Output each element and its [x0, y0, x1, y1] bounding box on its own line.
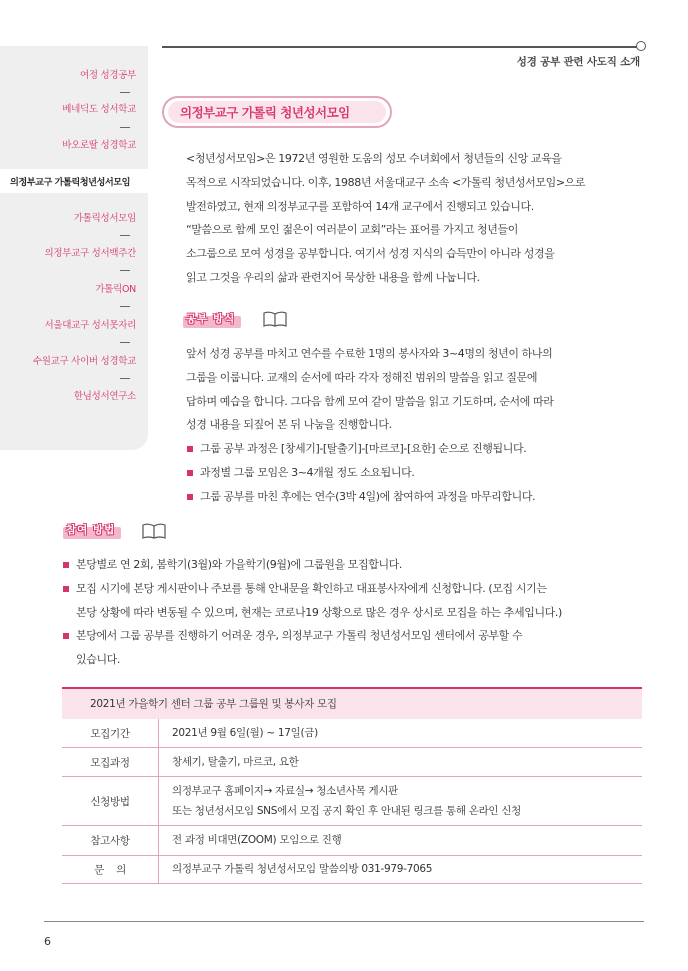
- list-item: [62, 553, 618, 577]
- study-line: 앞서 성경 공부를 마치고 연수를 수료한 1명의 봉사자와 3~4명의 청년이 하나의: [186, 347, 553, 360]
- list-item: [62, 624, 618, 672]
- join-bullet-list: [62, 553, 618, 672]
- intro-line: <청년성서모임>은 1972년 영원한 도움의 성모 수녀회에서 청년들의 신앙 교육을: [186, 152, 562, 165]
- book-icon: [262, 310, 288, 328]
- table-row: [62, 856, 642, 884]
- header-circle-icon: [636, 41, 646, 51]
- join-heading: 참여 방법: [66, 524, 116, 536]
- list-item-text: 본당에서 그룹 공부를 진행하기 어려운 경우, 의정부교구 가톨릭 청년성서모임 센터에서 공부할 수: [76, 629, 523, 643]
- intro-line: 발전하였고, 현재 의정부교구를 포함하여 14개 교구에서 진행되고 있습니다.: [186, 199, 534, 213]
- sidebar-divider: [120, 342, 130, 343]
- study-heading: 공부 방식: [186, 313, 236, 325]
- page-number: 6: [44, 935, 51, 948]
- table-row-label: 모집과정: [90, 757, 130, 769]
- table-divider: [158, 719, 159, 748]
- table-row-value: 창세기, 탈출기, 마르코, 요한: [172, 756, 299, 768]
- sidebar-item-5[interactable]: 가톨릭성서모임: [73, 213, 136, 224]
- sidebar-divider: [120, 235, 130, 236]
- intro-line: 목적으로 시작되었습니다. 이후, 1988년 서울대교구 소속 <가톨릭 청년성서모임>으로: [186, 175, 586, 189]
- table-row-label: 모집기간: [90, 728, 130, 740]
- header-title: 성경 공부 관련 사도직 소개: [516, 56, 640, 68]
- book-icon: [141, 522, 167, 540]
- study-line: 성경 내용을 되짚어 본 뒤 나눔을 진행합니다.: [186, 418, 392, 432]
- sidebar-item-active[interactable]: 의정부교구 가톨릭청년성서모임: [0, 169, 148, 193]
- study-line: 그룹을 이룹니다. 교재의 순서에 따라 각자 정해진 범위의 말씀을 읽고 질문에: [186, 370, 538, 384]
- table-divider: [158, 856, 159, 884]
- table-title: 2021년 가을학기 센터 그룹 공부 그룹원 및 봉사자 모집: [90, 698, 337, 710]
- list-item-text: 본당별로 연 2회, 봄학기(3월)와 가을학기(9월)에 그룹원을 모집합니다.: [76, 558, 403, 571]
- table-row: [62, 719, 642, 748]
- list-item: [62, 577, 618, 625]
- study-bullet-list: [186, 437, 616, 508]
- intro-paragraph: [186, 147, 616, 290]
- header-rule: [162, 46, 638, 48]
- table-row-value: 2021년 9월 6일(월) ~ 17일(금): [172, 727, 318, 739]
- list-item-text: 있습니다.: [76, 653, 121, 667]
- sidebar-item-6[interactable]: 의정부교구 성서백주간: [44, 248, 136, 259]
- table-row-value: [172, 781, 521, 821]
- list-item: 과정별 그룹 모임은 3~4개월 정도 소요됩니다.: [186, 461, 616, 485]
- sidebar-item-1[interactable]: 여정 성경공부: [80, 70, 136, 81]
- table-row: [62, 826, 642, 856]
- table-divider: [158, 748, 159, 777]
- list-item: 그룹 공부 과정은 [창세기]-[탈출기]-[마르코]-[요한] 순으로 진행됩니다.: [186, 437, 616, 461]
- sidebar-nav: [0, 46, 148, 450]
- list-item-text: 모집 시기에 본당 게시판이나 주보를 통해 안내문을 확인하고 대표봉사자에게 신청합니다. (모집 시기는: [76, 581, 547, 595]
- study-paragraph: [186, 342, 616, 437]
- sidebar-divider: [120, 378, 130, 379]
- sidebar-item-7[interactable]: 가톨릭ON: [95, 284, 136, 295]
- sidebar-divider: [120, 306, 130, 307]
- sidebar-divider: [120, 127, 130, 128]
- table-row-value: 전 과정 비대면(ZOOM) 모임으로 진행: [172, 834, 342, 846]
- sidebar-divider: [120, 270, 130, 271]
- table-row: [62, 777, 642, 826]
- sidebar-item-10[interactable]: 한님성서연구소: [73, 391, 136, 402]
- sidebar-item-2[interactable]: 베네딕도 성서학교: [62, 104, 136, 115]
- footer-rule: [44, 921, 644, 922]
- section-title: 의정부교구 가톨릭 청년성서모임: [180, 105, 350, 120]
- intro-line: “말씀으로 함께 모인 젊은이 여러분이 교회”라는 표어를 가지고 청년들이: [186, 223, 518, 237]
- table-row-label: 참고사항: [90, 835, 130, 847]
- intro-line: 소그룹으로 모여 성경을 공부합니다. 여기서 성경 지식의 습득만이 아니라 성경을: [186, 247, 555, 261]
- intro-line: 읽고 그것을 우리의 삶과 관련지어 묵상한 내용을 함께 나눕니다.: [186, 270, 480, 284]
- sidebar-item-3[interactable]: 바오로딸 성경학교: [62, 140, 136, 151]
- table-divider: [158, 777, 159, 826]
- table-row-label: 문 의: [94, 864, 126, 876]
- table-row-value: 의정부교구 가톨릭 청년성서모임 말씀의방 031-979-7065: [172, 863, 433, 875]
- table-row-value-line[interactable]: 의정부교구 홈페이지→ 자료실→ 청소년사목 게시판: [172, 785, 399, 797]
- sidebar-divider: [120, 92, 130, 93]
- study-line: 답하며 예습을 합니다. 그다음 함께 모여 같이 말씀을 읽고 기도하며, 순서에 따라: [186, 394, 554, 408]
- sidebar-item-9[interactable]: 수원교구 사이버 성경학교: [32, 356, 136, 367]
- table-row-value-line: 또는 청년성서모임 SNS에서 모집 공지 확인 후 안내된 링크를 통해 온라인 신청: [172, 805, 521, 817]
- list-item-text: 본당 상황에 따라 변동될 수 있으며, 현재는 코로나19 상황으로 많은 경우 상시로 모집을 하는 추세입니다.): [76, 605, 562, 619]
- table-row-label: 신청방법: [90, 796, 130, 808]
- table-divider: [158, 826, 159, 856]
- table-row: [62, 748, 642, 777]
- list-item: 그룹 공부를 마친 후에는 연수(3박 4일)에 참여하여 과정을 마무리합니다.: [186, 485, 616, 509]
- sidebar-item-8[interactable]: 서울대교구 성서못자리: [44, 320, 136, 331]
